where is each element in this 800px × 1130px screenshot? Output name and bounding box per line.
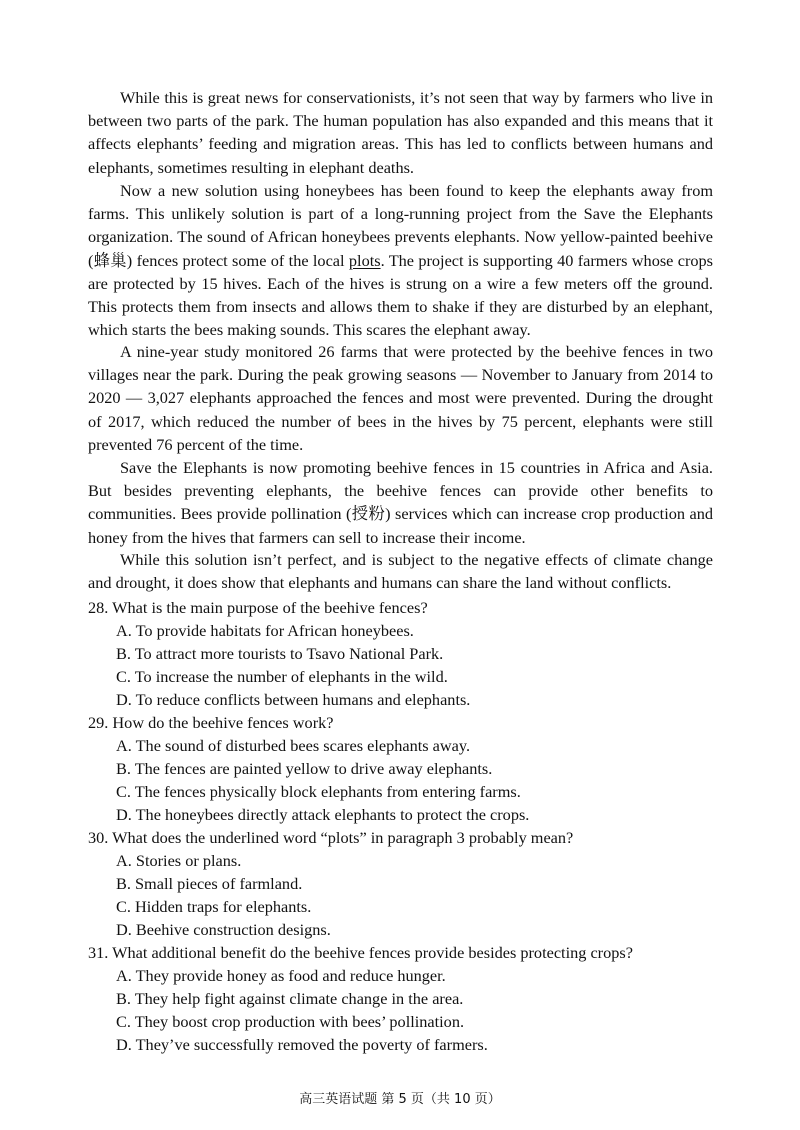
passage-paragraph-1: [88, 86, 713, 179]
question-28-option-d[interactable]: D. To reduce conflicts between humans and elephants.: [116, 690, 471, 709]
passage-paragraph-2: [88, 179, 713, 341]
question-30-option-c[interactable]: C. Hidden traps for elephants.: [116, 897, 312, 916]
passage-paragraph-3: [88, 340, 713, 456]
question-31-option-a[interactable]: A. They provide honey as food and reduce hunger.: [116, 966, 446, 985]
question-29-option-a[interactable]: A. The sound of disturbed bees scares elephants away.: [116, 736, 471, 755]
question-31-option-d[interactable]: D. They’ve successfully removed the poverty of farmers.: [116, 1035, 488, 1054]
question-29-option-d[interactable]: D. The honeybees directly attack elephants to protect the crops.: [116, 805, 530, 824]
paragraph-1-text: While this is great news for conservationists, it’s not seen that way by farmers who live in between two parts of the park. The human population has also expanded and this means that it affects elephants’ feeding and migration areas. This has led to conflicts between humans and elephants, sometimes resulting in elephant deaths.: [88, 88, 713, 177]
passage-paragraph-4: [88, 456, 713, 549]
page-footer: 高三英语试题 第 5 页（共 10 页）: [299, 1092, 501, 1107]
underlined-word-plots: plots: [348, 250, 381, 270]
paragraph-4-text: Save the Elephants is now promoting beehive fences in 15 countries in Africa and Asia. But besides preventing elephants, the beehive fences can provide other benefits to communities. Bees provide pollination (授粉) services which can increase crop production and honey from the hives that farmers can sell to increase their income.: [88, 458, 713, 547]
question-31-option-b[interactable]: B. They help fight against climate change in the area.: [116, 989, 464, 1008]
question-28-option-c[interactable]: C. To increase the number of elephants in the wild.: [116, 667, 448, 686]
question-31-stem: 31. What additional benefit do the beehive fences provide besides protecting crops?: [88, 943, 633, 962]
question-30-option-d[interactable]: D. Beehive construction designs.: [116, 920, 331, 939]
paragraph-2-text-before: Now a new solution using honeybees has been found to keep the elephants away from farms. This unlikely solution is part of a long-running project from the Save the Elephants organization. The sound of African honeybees prevents elephants. Now yellow-painted beehive (蜂巢) fences protect some of the local: [88, 181, 713, 270]
paragraph-3-text: A nine-year study monitored 26 farms that were protected by the beehive fences in two villages near the park. During the peak growing seasons — November to January from 2014 to 2020 — 3,027 elephants approached the fences and most were prevented. During the drought of 2017, which reduced the number of bees in the hives by 75 percent, elephants were still prevented 76 percent of the time.: [88, 342, 713, 454]
paragraph-5-text: While this solution isn’t perfect, and is subject to the negative effects of climate change and drought, it does show that elephants and humans can share the land without conflicts.: [88, 550, 713, 593]
question-29-stem: 29. How do the beehive fences work?: [88, 713, 334, 732]
question-28-option-b[interactable]: B. To attract more tourists to Tsavo National Park.: [116, 644, 444, 663]
question-28-option-a[interactable]: A. To provide habitats for African honeybees.: [116, 621, 414, 640]
question-30-stem: 30. What does the underlined word “plots” in paragraph 3 probably mean?: [88, 828, 574, 847]
passage-paragraph-5: [88, 548, 713, 594]
question-30-option-b[interactable]: B. Small pieces of farmland.: [116, 874, 303, 893]
question-29-option-b[interactable]: B. The fences are painted yellow to drive away elephants.: [116, 759, 493, 778]
question-30-option-a[interactable]: A. Stories or plans.: [116, 851, 242, 870]
question-31-option-c[interactable]: C. They boost crop production with bees’ pollination.: [116, 1012, 465, 1031]
paragraph-2-text-after: . The project is supporting 40 farmers whose crops are protected by 15 hives. Each of the hives is strung on a wire a few meters off the ground. This protects them from insects and allows them to shake if they are disturbed by an elephant, which starts the bees making sounds. This scares the elephant away.: [88, 250, 714, 340]
question-28-stem: 28. What is the main purpose of the beehive fences?: [88, 598, 428, 617]
question-29-option-c[interactable]: C. The fences physically block elephants from entering farms.: [116, 782, 521, 801]
